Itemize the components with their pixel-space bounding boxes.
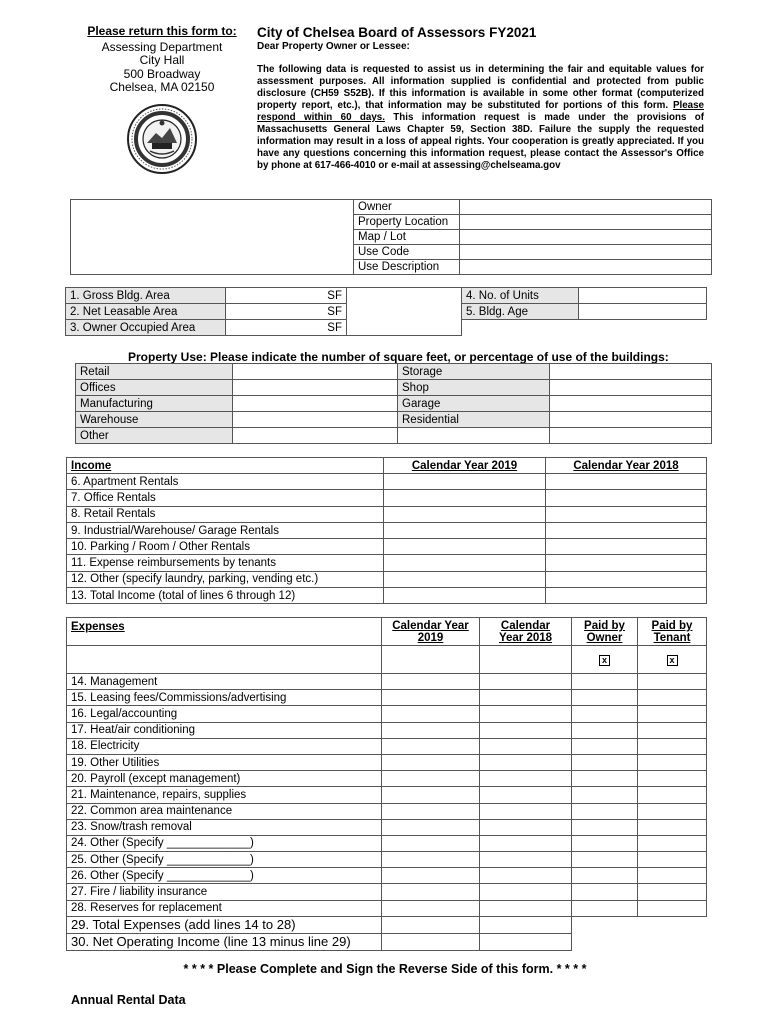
sf-unit: SF [327, 289, 342, 302]
tenant-paid-field[interactable] [638, 852, 707, 868]
expense-2018-field[interactable] [480, 771, 572, 787]
noi-2019-field[interactable] [382, 933, 480, 950]
expense-2018-field[interactable] [480, 819, 572, 835]
property-use-table [75, 363, 712, 444]
expenses-table [66, 617, 707, 951]
expense-2018-field[interactable] [480, 690, 572, 706]
owner-paid-field[interactable] [572, 819, 638, 835]
net-leasable-field[interactable] [226, 304, 347, 320]
gross-area-field[interactable] [226, 288, 347, 304]
expenses-col-2019 [382, 618, 480, 646]
expense-2019-field[interactable] [382, 722, 480, 738]
expense-row-label: 20. Payroll (except management) [67, 771, 382, 787]
expense-2018-field[interactable] [480, 884, 572, 900]
annual-rental-heading: Annual Rental Data [71, 993, 186, 1007]
expense-row-label: 19. Other Utilities [67, 754, 382, 770]
shop-field[interactable] [550, 380, 712, 396]
expense-row-label: 26. Other (Specify _____________) [67, 868, 382, 884]
expense-2018-field[interactable] [480, 722, 572, 738]
tenant-checkbox-header[interactable] [638, 646, 707, 674]
income-2019-field[interactable] [384, 539, 546, 555]
retail-field[interactable] [233, 364, 398, 380]
intro-deadline: Please respond within 60 days. [257, 100, 704, 123]
owner-checkbox-header[interactable] [572, 646, 638, 674]
income-2018-field[interactable] [546, 490, 707, 506]
net-operating-income-label: 30. Net Operating Income (line 13 minus line 29) [67, 933, 382, 950]
income-row-label: 12. Other (specify laundry, parking, vending etc.) [67, 571, 384, 587]
col-label: Tenant [653, 632, 691, 644]
garage-field[interactable] [550, 396, 712, 412]
expense-2019-field[interactable] [382, 884, 480, 900]
intro-paragraph [257, 64, 704, 172]
tenant-paid-field[interactable] [638, 771, 707, 787]
tenant-paid-field[interactable] [638, 738, 707, 754]
return-address-block [68, 25, 256, 95]
income-2019-field[interactable] [384, 571, 546, 587]
use-code-field[interactable] [460, 245, 712, 260]
manufacturing-label: Manufacturing [76, 396, 233, 412]
col-label: 2019 [417, 632, 444, 644]
blank-cell [579, 320, 707, 336]
total-expenses-label: 29. Total Expenses (add lines 14 to 28) [67, 916, 382, 933]
map-lot-field[interactable] [460, 230, 712, 245]
income-2018-field[interactable] [546, 539, 707, 555]
city-seal-icon [126, 103, 198, 175]
income-2018-field[interactable] [546, 474, 707, 490]
expense-2019-field[interactable] [382, 852, 480, 868]
retail-label: Retail [76, 364, 233, 380]
tenant-paid-field[interactable] [638, 868, 707, 884]
income-row-label: 7. Office Rentals [67, 490, 384, 506]
use-description-field[interactable] [460, 260, 712, 275]
return-line: 500 Broadway [123, 66, 201, 81]
col-label: Paid by [651, 620, 693, 632]
tenant-paid-field[interactable] [638, 722, 707, 738]
expense-2019-field[interactable] [382, 754, 480, 770]
expense-row-label: 23. Snow/trash removal [67, 819, 382, 835]
owner-paid-field[interactable] [572, 771, 638, 787]
expense-2018-field[interactable] [480, 868, 572, 884]
blank-cell [550, 428, 712, 444]
other-label: Other [76, 428, 233, 444]
income-table [66, 457, 707, 604]
map-lot-label: Map / Lot [354, 230, 460, 245]
expense-2019-field[interactable] [382, 690, 480, 706]
income-2019-field[interactable] [384, 506, 546, 522]
expense-2018-field[interactable] [480, 674, 572, 690]
col-label: Calendar Year [392, 620, 469, 632]
tenant-paid-field[interactable] [638, 787, 707, 803]
return-line: Chelsea, MA 02150 [109, 80, 215, 94]
intro-text: The following data is requested to assist us in determining the fair and equitable values for assessment purposes. All information supplied is confidential and protected from public disclosure (CH59 S52B). If this information is available in some other format (computerized property report, etc.), that information may be substituted for portions of this form. [257, 64, 704, 111]
use-code-label: Use Code [354, 245, 460, 260]
offices-label: Offices [76, 380, 233, 396]
expense-2018-field[interactable] [480, 852, 572, 868]
col-label: Paid by [584, 620, 625, 632]
checked-box-icon: x [599, 655, 610, 666]
expenses-heading: Expenses [67, 618, 382, 646]
col-label: Owner [586, 632, 623, 644]
income-2018-field[interactable] [546, 571, 707, 587]
owner-field[interactable] [460, 200, 712, 215]
tenant-paid-field[interactable] [638, 674, 707, 690]
tenant-paid-field[interactable] [638, 803, 707, 819]
income-col-2018: Calendar Year 2018 [546, 458, 707, 474]
owner-paid-field[interactable] [572, 884, 638, 900]
gross-area-label: 1. Gross Bldg. Area [66, 288, 226, 304]
tenant-paid-field[interactable] [638, 690, 707, 706]
return-line: City Hall [139, 53, 185, 67]
blank-cell [572, 916, 638, 933]
salutation: Dear Property Owner or Lessee: [257, 41, 410, 52]
income-2018-field[interactable] [546, 555, 707, 571]
garage-label: Garage [398, 396, 550, 412]
noi-2018-field[interactable] [480, 933, 572, 950]
expense-row-label: 17. Heat/air conditioning [67, 722, 382, 738]
property-location-field[interactable] [460, 215, 712, 230]
tenant-paid-field[interactable] [638, 819, 707, 835]
shop-label: Shop [398, 380, 550, 396]
tenant-paid-field[interactable] [638, 754, 707, 770]
owner-label: Owner [354, 200, 460, 215]
storage-label: Storage [398, 364, 550, 380]
tenant-paid-field[interactable] [638, 835, 707, 851]
intro-text: This information request is made under the provisions of Massachusetts General Laws Chapter 59, Section 38D. Failure the supply the requested information may result in a loss of appeal rights. Your cooperation is greatly appreciated. If you have any questions concerning this information request, please contact the Assessor's Office by phone at 617-466-4010 or e-mail at assessing@chelseama.gov [257, 112, 704, 171]
tenant-paid-field[interactable] [638, 900, 707, 916]
owner-paid-field[interactable] [572, 690, 638, 706]
no-units-label: 4. No. of Units [462, 288, 579, 304]
use-description-label: Use Description [354, 260, 460, 275]
expense-2019-field[interactable] [382, 900, 480, 916]
expense-2018-field[interactable] [480, 900, 572, 916]
bldg-age-label: 5. Bldg. Age [462, 304, 579, 320]
expense-row-label: 15. Leasing fees/Commissions/advertising [67, 690, 382, 706]
expense-row-label: 14. Management [67, 674, 382, 690]
return-heading: Please return this form to: [87, 24, 237, 38]
owner-paid-field[interactable] [572, 754, 638, 770]
tenant-paid-field[interactable] [638, 706, 707, 722]
owner-paid-field[interactable] [572, 674, 638, 690]
owner-paid-field[interactable] [572, 738, 638, 754]
expense-2019-field[interactable] [382, 738, 480, 754]
owner-paid-field[interactable] [572, 852, 638, 868]
income-col-2019: Calendar Year 2019 [384, 458, 546, 474]
income-2019-field[interactable] [384, 588, 546, 604]
blank-cell [572, 933, 638, 950]
tenant-paid-field[interactable] [638, 884, 707, 900]
income-row-label: 8. Retail Rentals [67, 506, 384, 522]
owner-address-field[interactable] [71, 200, 354, 275]
form-title: City of Chelsea Board of Assessors FY2021 [257, 25, 537, 40]
col-label: Year 2018 [498, 632, 553, 644]
expenses-col-2018 [480, 618, 572, 646]
owner-paid-field[interactable] [572, 706, 638, 722]
warehouse-label: Warehouse [76, 412, 233, 428]
owner-paid-field[interactable] [572, 787, 638, 803]
income-2019-field[interactable] [384, 474, 546, 490]
residential-label: Residential [398, 412, 550, 428]
expense-2018-field[interactable] [480, 787, 572, 803]
income-2019-field[interactable] [384, 490, 546, 506]
expense-row-label: 24. Other (Specify _____________) [67, 835, 382, 851]
expense-2018-field[interactable] [480, 803, 572, 819]
warehouse-field[interactable] [233, 412, 398, 428]
owner-occupied-label: 3. Owner Occupied Area [66, 320, 226, 336]
checked-box-icon: x [667, 655, 678, 666]
blank-cell [347, 288, 462, 336]
expense-2019-field[interactable] [382, 819, 480, 835]
total-expenses-2019-field[interactable] [382, 916, 480, 933]
owner-occupied-field[interactable] [226, 320, 347, 336]
paid-by-owner-col [572, 618, 638, 646]
expense-row-label: 28. Reserves for replacement [67, 900, 382, 916]
income-heading: Income [67, 458, 384, 474]
expense-2018-field[interactable] [480, 738, 572, 754]
income-row-label: 9. Industrial/Warehouse/ Garage Rentals [67, 522, 384, 538]
expense-2019-field[interactable] [382, 868, 480, 884]
total-expenses-2018-field[interactable] [480, 916, 572, 933]
income-2018-field[interactable] [546, 506, 707, 522]
expense-2018-field[interactable] [480, 754, 572, 770]
blank-cell [462, 320, 579, 336]
expense-2019-field[interactable] [382, 787, 480, 803]
manufacturing-field[interactable] [233, 396, 398, 412]
owner-paid-field[interactable] [572, 835, 638, 851]
building-table [65, 287, 707, 336]
storage-field[interactable] [550, 364, 712, 380]
income-2019-field[interactable] [384, 555, 546, 571]
bldg-age-field[interactable] [579, 304, 707, 320]
col-label: Calendar [500, 620, 551, 632]
expense-2019-field[interactable] [382, 803, 480, 819]
expense-row-label: 27. Fire / liability insurance [67, 884, 382, 900]
net-leasable-label: 2. Net Leasable Area [66, 304, 226, 320]
income-2018-field[interactable] [546, 588, 707, 604]
expense-row-label: 22. Common area maintenance [67, 803, 382, 819]
no-units-field[interactable] [579, 288, 707, 304]
expense-2018-field[interactable] [480, 706, 572, 722]
owner-paid-field[interactable] [572, 722, 638, 738]
income-2019-field[interactable] [384, 522, 546, 538]
blank-cell [67, 646, 382, 674]
paid-by-tenant-col [638, 618, 707, 646]
income-row-label: 11. Expense reimbursements by tenants [67, 555, 384, 571]
expense-2019-field[interactable] [382, 706, 480, 722]
owner-paid-field[interactable] [572, 803, 638, 819]
blank-cell [480, 646, 572, 674]
income-row-label: 6. Apartment Rentals [67, 474, 384, 490]
expense-row-label: 21. Maintenance, repairs, supplies [67, 787, 382, 803]
income-row-label: 10. Parking / Room / Other Rentals [67, 539, 384, 555]
owner-paid-field[interactable] [572, 868, 638, 884]
blank-cell [398, 428, 550, 444]
income-2018-field[interactable] [546, 522, 707, 538]
residential-field[interactable] [550, 412, 712, 428]
other-field[interactable] [233, 428, 398, 444]
offices-field[interactable] [233, 380, 398, 396]
expense-2018-field[interactable] [480, 835, 572, 851]
expense-row-label: 16. Legal/accounting [67, 706, 382, 722]
expense-row-label: 18. Electricity [67, 738, 382, 754]
blank-cell [382, 646, 480, 674]
sf-unit: SF [327, 305, 342, 318]
footer-note: * * * * Please Complete and Sign the Reverse Side of this form. * * * * [183, 962, 587, 976]
expense-2019-field[interactable] [382, 674, 480, 690]
property-location-label: Property Location [354, 215, 460, 230]
owner-paid-field[interactable] [572, 900, 638, 916]
expense-row-label: 25. Other (Specify _____________) [67, 852, 382, 868]
blank-cell [638, 916, 707, 933]
owner-info-table [70, 199, 712, 275]
return-line: Assessing Department [101, 39, 223, 54]
property-use-heading: Property Use: Please indicate the number of square feet, or percentage of use of the buildings: [128, 350, 669, 364]
expense-2019-field[interactable] [382, 835, 480, 851]
expense-2019-field[interactable] [382, 771, 480, 787]
sf-unit: SF [327, 321, 342, 334]
income-row-label: 13. Total Income (total of lines 6 through 12) [67, 588, 384, 604]
blank-cell [638, 933, 707, 950]
